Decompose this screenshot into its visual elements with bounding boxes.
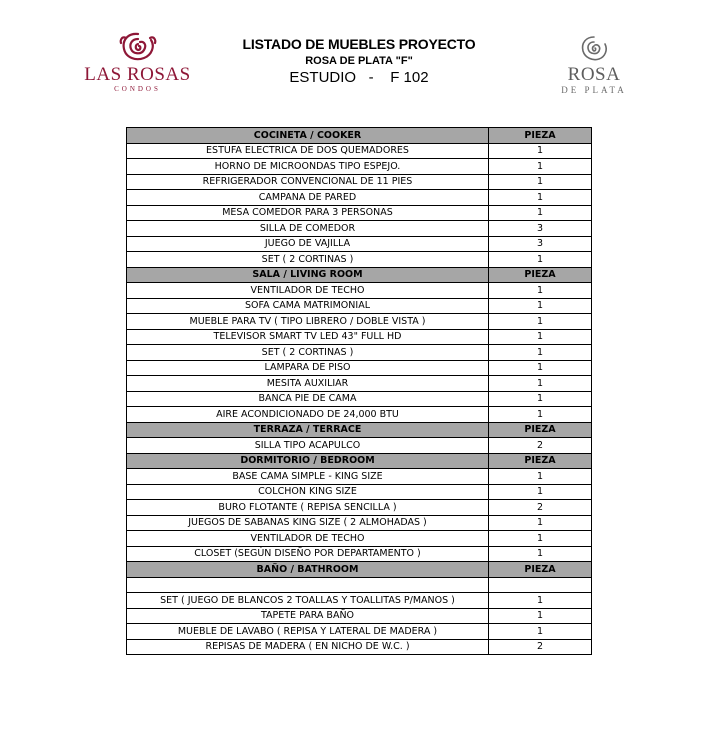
item-quantity: 1: [489, 298, 592, 314]
table-row: [127, 376, 592, 392]
rose-icon: [578, 34, 610, 64]
item-name: AIRE ACONDICIONADO DE 24,000 BTU: [127, 407, 489, 423]
item-quantity: 1: [489, 469, 592, 485]
item-quantity: 1: [489, 345, 592, 361]
table-row: [127, 345, 592, 361]
item-name: CAMPANA DE PARED: [127, 190, 489, 206]
table-row: [127, 190, 592, 206]
table-row: [127, 205, 592, 221]
item-name: BASE CAMA SIMPLE - KING SIZE: [127, 469, 489, 485]
section-title: DORMITORIO / BEDROOM: [127, 453, 489, 469]
item-name: MUEBLE DE LAVABO ( REPISA Y LATERAL DE MADERA ): [127, 624, 489, 640]
item-name: JUEGO DE VAJILLA: [127, 236, 489, 252]
item-name: SET ( JUEGO DE BLANCOS 2 TOALLAS Y TOALLITAS P/MANOS ): [127, 593, 489, 609]
quantity-column-header: PIEZA: [489, 422, 592, 438]
table-row: [127, 546, 592, 562]
item-name: SET ( 2 CORTINAS ): [127, 252, 489, 268]
brand-subtitle: DE PLATA: [561, 85, 627, 95]
item-name: MESA COMEDOR PARA 3 PERSONAS: [127, 205, 489, 221]
document-title: LISTADO DE MUEBLES PROYECTO: [242, 36, 476, 52]
quantity-column-header: PIEZA: [489, 453, 592, 469]
item-quantity: 1: [489, 314, 592, 330]
table-row: [127, 298, 592, 314]
section-title: SALA / LIVING ROOM: [127, 267, 489, 283]
section-header-row: [127, 128, 592, 144]
item-quantity: 1: [489, 283, 592, 299]
section-title: BAÑO / BATHROOM: [127, 562, 489, 578]
table-row: [127, 624, 592, 640]
quantity-column-header: PIEZA: [489, 128, 592, 144]
table-row: [127, 593, 592, 609]
item-quantity: 1: [489, 593, 592, 609]
item-quantity: 1: [489, 391, 592, 407]
item-name: MUEBLE PARA TV ( TIPO LIBRERO / DOBLE VISTA ): [127, 314, 489, 330]
section-title: TERRAZA / TERRACE: [127, 422, 489, 438]
brand-name: LAS ROSAS: [84, 64, 191, 85]
section-header-row: [127, 422, 592, 438]
item-name: VENTILADOR DE TECHO: [127, 531, 489, 547]
item-quantity: 1: [489, 252, 592, 268]
item-name: ESTUFA ELECTRICA DE DOS QUEMADORES: [127, 143, 489, 159]
item-name: SILLA TIPO ACAPULCO: [127, 438, 489, 454]
item-name: SOFA CAMA MATRIMONIAL: [127, 298, 489, 314]
item-quantity: 1: [489, 376, 592, 392]
item-name: LAMPARA DE PISO: [127, 360, 489, 376]
brand-subtitle: CONDOS: [114, 85, 161, 93]
item-quantity: 1: [489, 159, 592, 175]
table-row: [127, 407, 592, 423]
item-quantity: 1: [489, 360, 592, 376]
item-name: SILLA DE COMEDOR: [127, 221, 489, 237]
item-name: MESITA AUXILIAR: [127, 376, 489, 392]
item-quantity: 1: [489, 515, 592, 531]
table-row: [127, 469, 592, 485]
table-row: [127, 143, 592, 159]
table-row: [127, 531, 592, 547]
item-quantity: 1: [489, 407, 592, 423]
section-header-row: [127, 267, 592, 283]
item-quantity: 1: [489, 624, 592, 640]
table-row: [127, 391, 592, 407]
item-name: JUEGOS DE SABANAS KING SIZE ( 2 ALMOHADAS ): [127, 515, 489, 531]
item-name: TELEVISOR SMART TV LED 43" FULL HD: [127, 329, 489, 345]
furniture-list-body: [127, 128, 592, 655]
table-row: [127, 608, 592, 624]
quantity-column-header: PIEZA: [489, 267, 592, 283]
item-quantity: 1: [489, 484, 592, 500]
rosa-de-plata-logo: [548, 34, 640, 95]
table-row: [127, 236, 592, 252]
item-name: REPISAS DE MADERA ( EN NICHO DE W.C. ): [127, 639, 489, 655]
brand-name: ROSA: [567, 64, 621, 85]
item-quantity: 1: [489, 531, 592, 547]
table-row: [127, 515, 592, 531]
table-row: [127, 252, 592, 268]
las-rosas-logo: [80, 30, 195, 94]
table-row: [127, 484, 592, 500]
item-quantity: 2: [489, 639, 592, 655]
document-header: [200, 36, 518, 87]
table-row: [127, 639, 592, 655]
item-quantity: 1: [489, 190, 592, 206]
item-quantity: 1: [489, 608, 592, 624]
section-header-row: [127, 562, 592, 578]
item-name: BURO FLOTANTE ( REPISA SENCILLA ): [127, 500, 489, 516]
table-row: [127, 314, 592, 330]
item-quantity: 3: [489, 236, 592, 252]
item-quantity: 1: [489, 329, 592, 345]
item-name: COLCHON KING SIZE: [127, 484, 489, 500]
item-name: [127, 577, 489, 593]
item-quantity: 3: [489, 221, 592, 237]
table-row: [127, 500, 592, 516]
item-quantity: 2: [489, 438, 592, 454]
unit-label: ESTUDIO - F 102: [289, 69, 429, 86]
section-title: COCINETA / COOKER: [127, 128, 489, 144]
item-quantity: 1: [489, 143, 592, 159]
item-name: VENTILADOR DE TECHO: [127, 283, 489, 299]
item-name: TAPETE PARA BAÑO: [127, 608, 489, 624]
item-name: CLOSET (SEGÚN DISEÑO POR DEPARTAMENTO ): [127, 546, 489, 562]
item-name: BANCA PIE DE CAMA: [127, 391, 489, 407]
table-row: [127, 360, 592, 376]
rose-icon: [118, 30, 158, 64]
item-name: HORNO DE MICROONDAS TIPO ESPEJO.: [127, 159, 489, 175]
item-quantity: 1: [489, 174, 592, 190]
project-name: ROSA DE PLATA "F": [305, 55, 413, 67]
table-row: [127, 174, 592, 190]
furniture-list-table: [126, 127, 592, 655]
item-quantity: 1: [489, 546, 592, 562]
table-row: [127, 283, 592, 299]
item-quantity: 1: [489, 205, 592, 221]
table-row: [127, 438, 592, 454]
item-name: REFRIGERADOR CONVENCIONAL DE 11 PIES: [127, 174, 489, 190]
item-quantity: 2: [489, 500, 592, 516]
table-row: [127, 577, 592, 593]
item-name: SET ( 2 CORTINAS ): [127, 345, 489, 361]
section-header-row: [127, 453, 592, 469]
item-quantity: [489, 577, 592, 593]
table-row: [127, 221, 592, 237]
table-row: [127, 329, 592, 345]
table-row: [127, 159, 592, 175]
quantity-column-header: PIEZA: [489, 562, 592, 578]
